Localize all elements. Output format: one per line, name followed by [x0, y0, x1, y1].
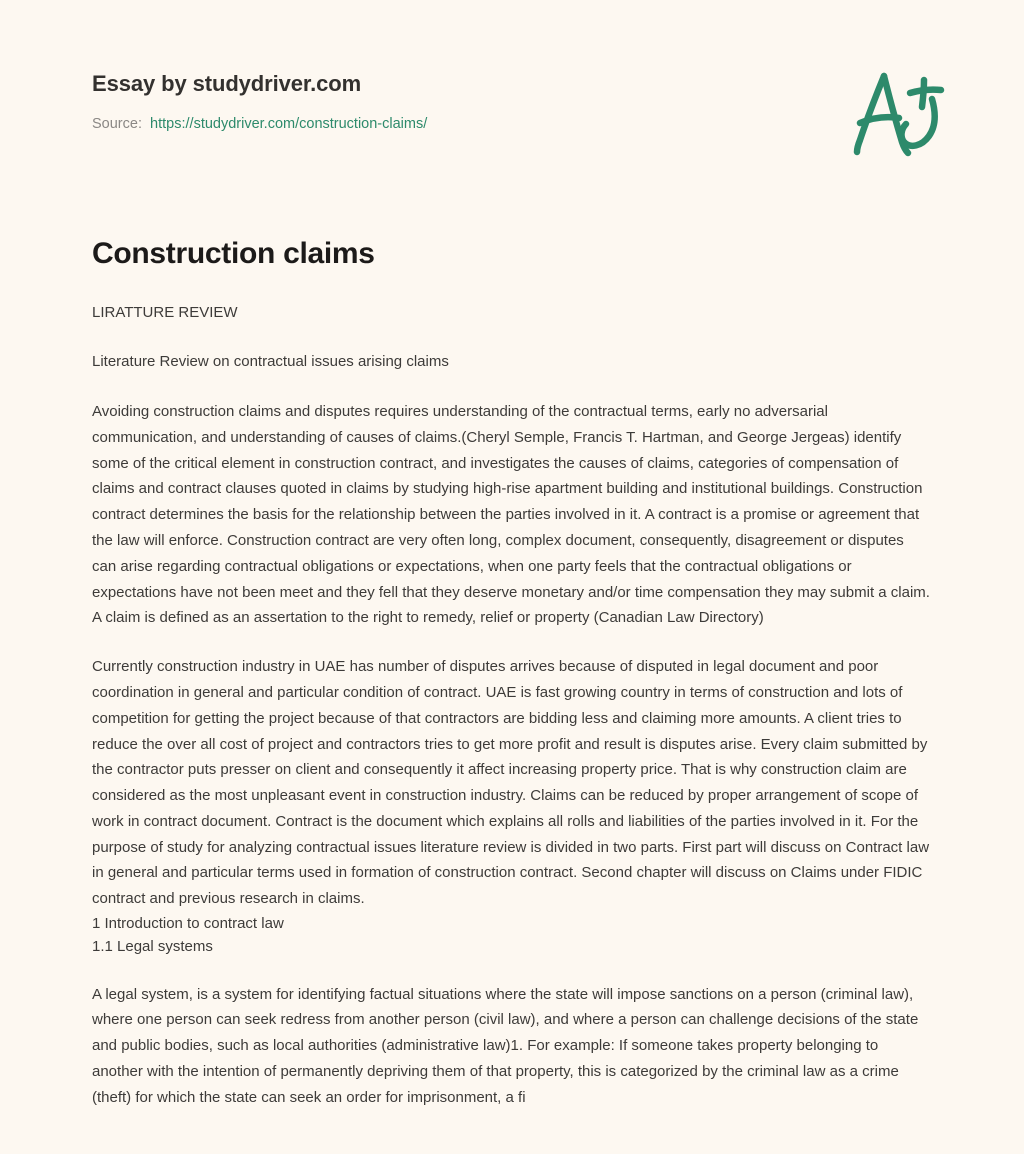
document-intro-line: Literature Review on contractual issues arising claims [92, 353, 449, 371]
section-heading-1-1: 1.1 Legal systems [92, 938, 213, 956]
article-body [0, 133, 1024, 1110]
header-left-group [92, 70, 427, 133]
section-heading-1: 1 Introduction to contract law [92, 915, 284, 933]
source-url-link[interactable]: https://studydriver.com/construction-claims/ [150, 115, 428, 132]
page-title: Essay by studydriver.com [92, 71, 362, 96]
paragraph-2: Currently construction industry in UAE has number of disputes arrives because of disputed in legal document and poor coordination in general and particular condition of contract. UAE is fast growing country in terms of construction and lots of competition for getting the project because of that contractors are bidding less and claiming more amounts. A client tries to reduce the over all cost of project and contractors tries to get more profit and result is disputes arise. Every claim submitted by the contractor puts presser on client and consequently it affect increasing property price. That is why construction claim are considered as the most unpleasant event in construction industry. Claims can be reduced by proper arrangement of scope of work in contract document. Contract is the document which explains all rolls and liabilities of the parties involved in it. For the purpose of study for analyzing contractual issues literature review is divided in two parts. First part will discuss on Contract law in general and particular terms used in formation of construction contract. Second chapter will discuss on Claims under FIDIC contract and previous research in claims. [92, 658, 930, 908]
source-line [92, 115, 427, 134]
section-heading-group [92, 912, 930, 959]
paragraph-1: Avoiding construction claims and disputes requires understanding of the contractual terms, early no adversarial communication, and understanding of causes of claims.(Cheryl Semple, Francis T. Hartman, and George Jergeas) identify some of the critical element in construction contract, and investigates the causes of claims, categories of compensation of claims and contract clauses quoted in claims by studying high-rise apartment building and institutional buildings. Construction contract determines the basis for the relationship between the parties involved in it. A contract is a promise or agreement that the law will enforce. Construction contract are very often long, complex document, consequently, disagreement or disputes can arise regarding contractual obligations or expectations, when one party feels that the contractual obligations or expectations have not been meet and they fell that they deserve monetary and/or time compensation they may submit a claim. A claim is defined as an assertation to the right to remedy, relief or property (Canadian Law Directory) [92, 402, 930, 627]
source-label: Source: [92, 115, 142, 132]
a-plus-logo-icon [844, 66, 954, 162]
closing-paragraph: A legal system, is a system for identifying factual situations where the state will impose sanctions on a person (criminal law), where one person can seek redress from another person (civil law), and where a person can challenge decisions of the state and public bodies, such as local authorities (administrative law)1. For example: If someone takes property belonging to another with the intention of permanently depriving them of that property, this is categorized by the criminal law as a crime (theft) for which the state can seek an order for imprisonment, a fi [92, 985, 919, 1106]
document-header [0, 0, 1024, 133]
document-title: Construction claims [92, 237, 375, 271]
document-subtitle: LIRATTURE REVIEW [92, 304, 238, 322]
